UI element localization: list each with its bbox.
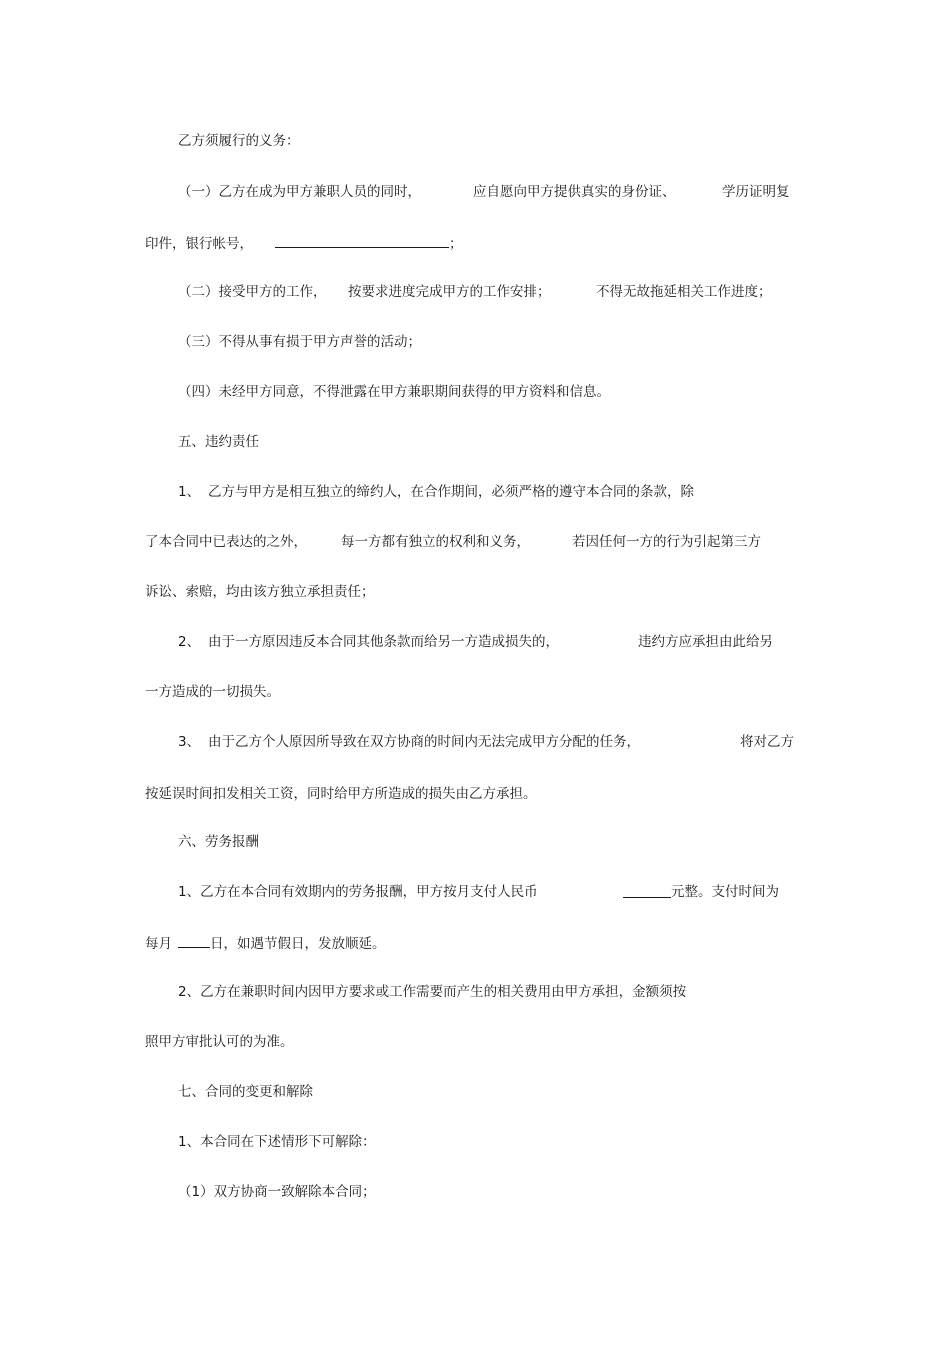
duties-item-2-part-b: 按要求进度完成甲方的工作安排；: [348, 284, 551, 300]
duties-item-1-end: ；: [449, 236, 463, 252]
breach-clause-3-part-a: 由于乙方个人原因所导致在双方协商的时间内无法完成甲方分配的任务，: [208, 734, 640, 750]
breach-clause-2-line-2: 一方造成的一切损失。: [145, 684, 280, 700]
duties-item-4: （四）未经甲方同意，不得泄露在甲方兼职期间获得的甲方资料和信息。: [178, 384, 610, 400]
pay-amount-blank: [623, 883, 671, 903]
pay-clause-1-part-d: 日，如遇节假日，发放顺延。: [210, 936, 386, 952]
pay-clause-2-line-1: 2、乙方在兼职时间内因甲方要求或工作需要而产生的相关费用由甲方承担，金额须按: [178, 984, 687, 1000]
pay-clause-1-part-c: 每月: [145, 936, 172, 952]
duties-item-1-line-2: [145, 233, 463, 253]
pay-clause-1-line-2: [145, 933, 386, 953]
pay-heading: 六、劳务报酬: [178, 834, 259, 850]
breach-clause-2-number: 2、: [178, 634, 201, 650]
breach-clause-3-line-1: [178, 733, 818, 751]
duties-item-1-line-1: [178, 183, 818, 201]
pay-clause-1-part-b: 元整。支付时间为: [671, 884, 779, 900]
termination-clause-1: 1、本合同在下述情形下可解除：: [178, 1134, 376, 1150]
breach-clause-1-part-d: 若因任何一方的行为引起第三方: [572, 534, 761, 550]
duties-item-2-part-c: 不得无故拖延相关工作进度；: [596, 284, 772, 300]
breach-clause-2-part-b: 违约方应承担由此给另: [638, 634, 773, 650]
pay-clause-1-line-1: [178, 883, 818, 901]
breach-clause-3-line-2: 按延误时间扣发相关工资，同时给甲方所造成的损失由乙方承担。: [145, 786, 537, 802]
breach-heading: 五、违约责任: [178, 434, 259, 450]
breach-clause-1-part-b: 了本合同中已表达的之外，: [145, 534, 307, 550]
breach-clause-2-line-1: [178, 633, 818, 651]
duties-item-1-part-b: 应自愿向甲方提供真实的身份证、: [473, 184, 676, 200]
duties-item-1-part-c: 学历证明复: [722, 184, 790, 200]
breach-clause-3-part-b: 将对乙方: [740, 734, 794, 750]
breach-clause-3-number: 3、: [178, 734, 201, 750]
termination-heading: 七、合同的变更和解除: [178, 1084, 313, 1100]
breach-clause-2-part-a: 由于一方原因违反本合同其他条款而给另一方造成损失的，: [208, 634, 559, 650]
breach-clause-1-part-a: 乙方与甲方是相互独立的缔约人，在合作期间，必须严格的遵守本合同的条款，除: [208, 484, 694, 500]
breach-clause-1-line-2: [145, 533, 815, 551]
duties-item-3: （三）不得从事有损于甲方声誉的活动；: [178, 334, 421, 350]
pay-clause-2-line-2: 照甲方审批认可的为准。: [145, 1034, 294, 1050]
termination-clause-1-item-1: （1）双方协商一致解除本合同；: [178, 1184, 376, 1200]
duties-item-2-part-a: （二）接受甲方的工作，: [178, 284, 327, 300]
pay-clause-1-part-a: 1、乙方在本合同有效期内的劳务报酬，甲方按月支付人民币: [178, 884, 538, 900]
pay-day-blank: [178, 933, 210, 948]
duties-item-2: [178, 283, 818, 301]
breach-clause-1-line-1: [178, 483, 818, 501]
breach-clause-1-line-3: 诉讼、索赔，均由该方独立承担责任；: [145, 584, 375, 600]
bank-account-blank: [275, 233, 449, 248]
duties-heading: 乙方须履行的义务：: [178, 133, 300, 149]
breach-clause-1-part-c: 每一方都有独立的权利和义务，: [341, 534, 530, 550]
breach-clause-1-number: 1、: [178, 484, 201, 500]
duties-item-1-part-d: 印件，银行帐号，: [145, 236, 253, 252]
duties-item-1-part-a: （一）乙方在成为甲方兼职人员的同时，: [178, 184, 421, 200]
